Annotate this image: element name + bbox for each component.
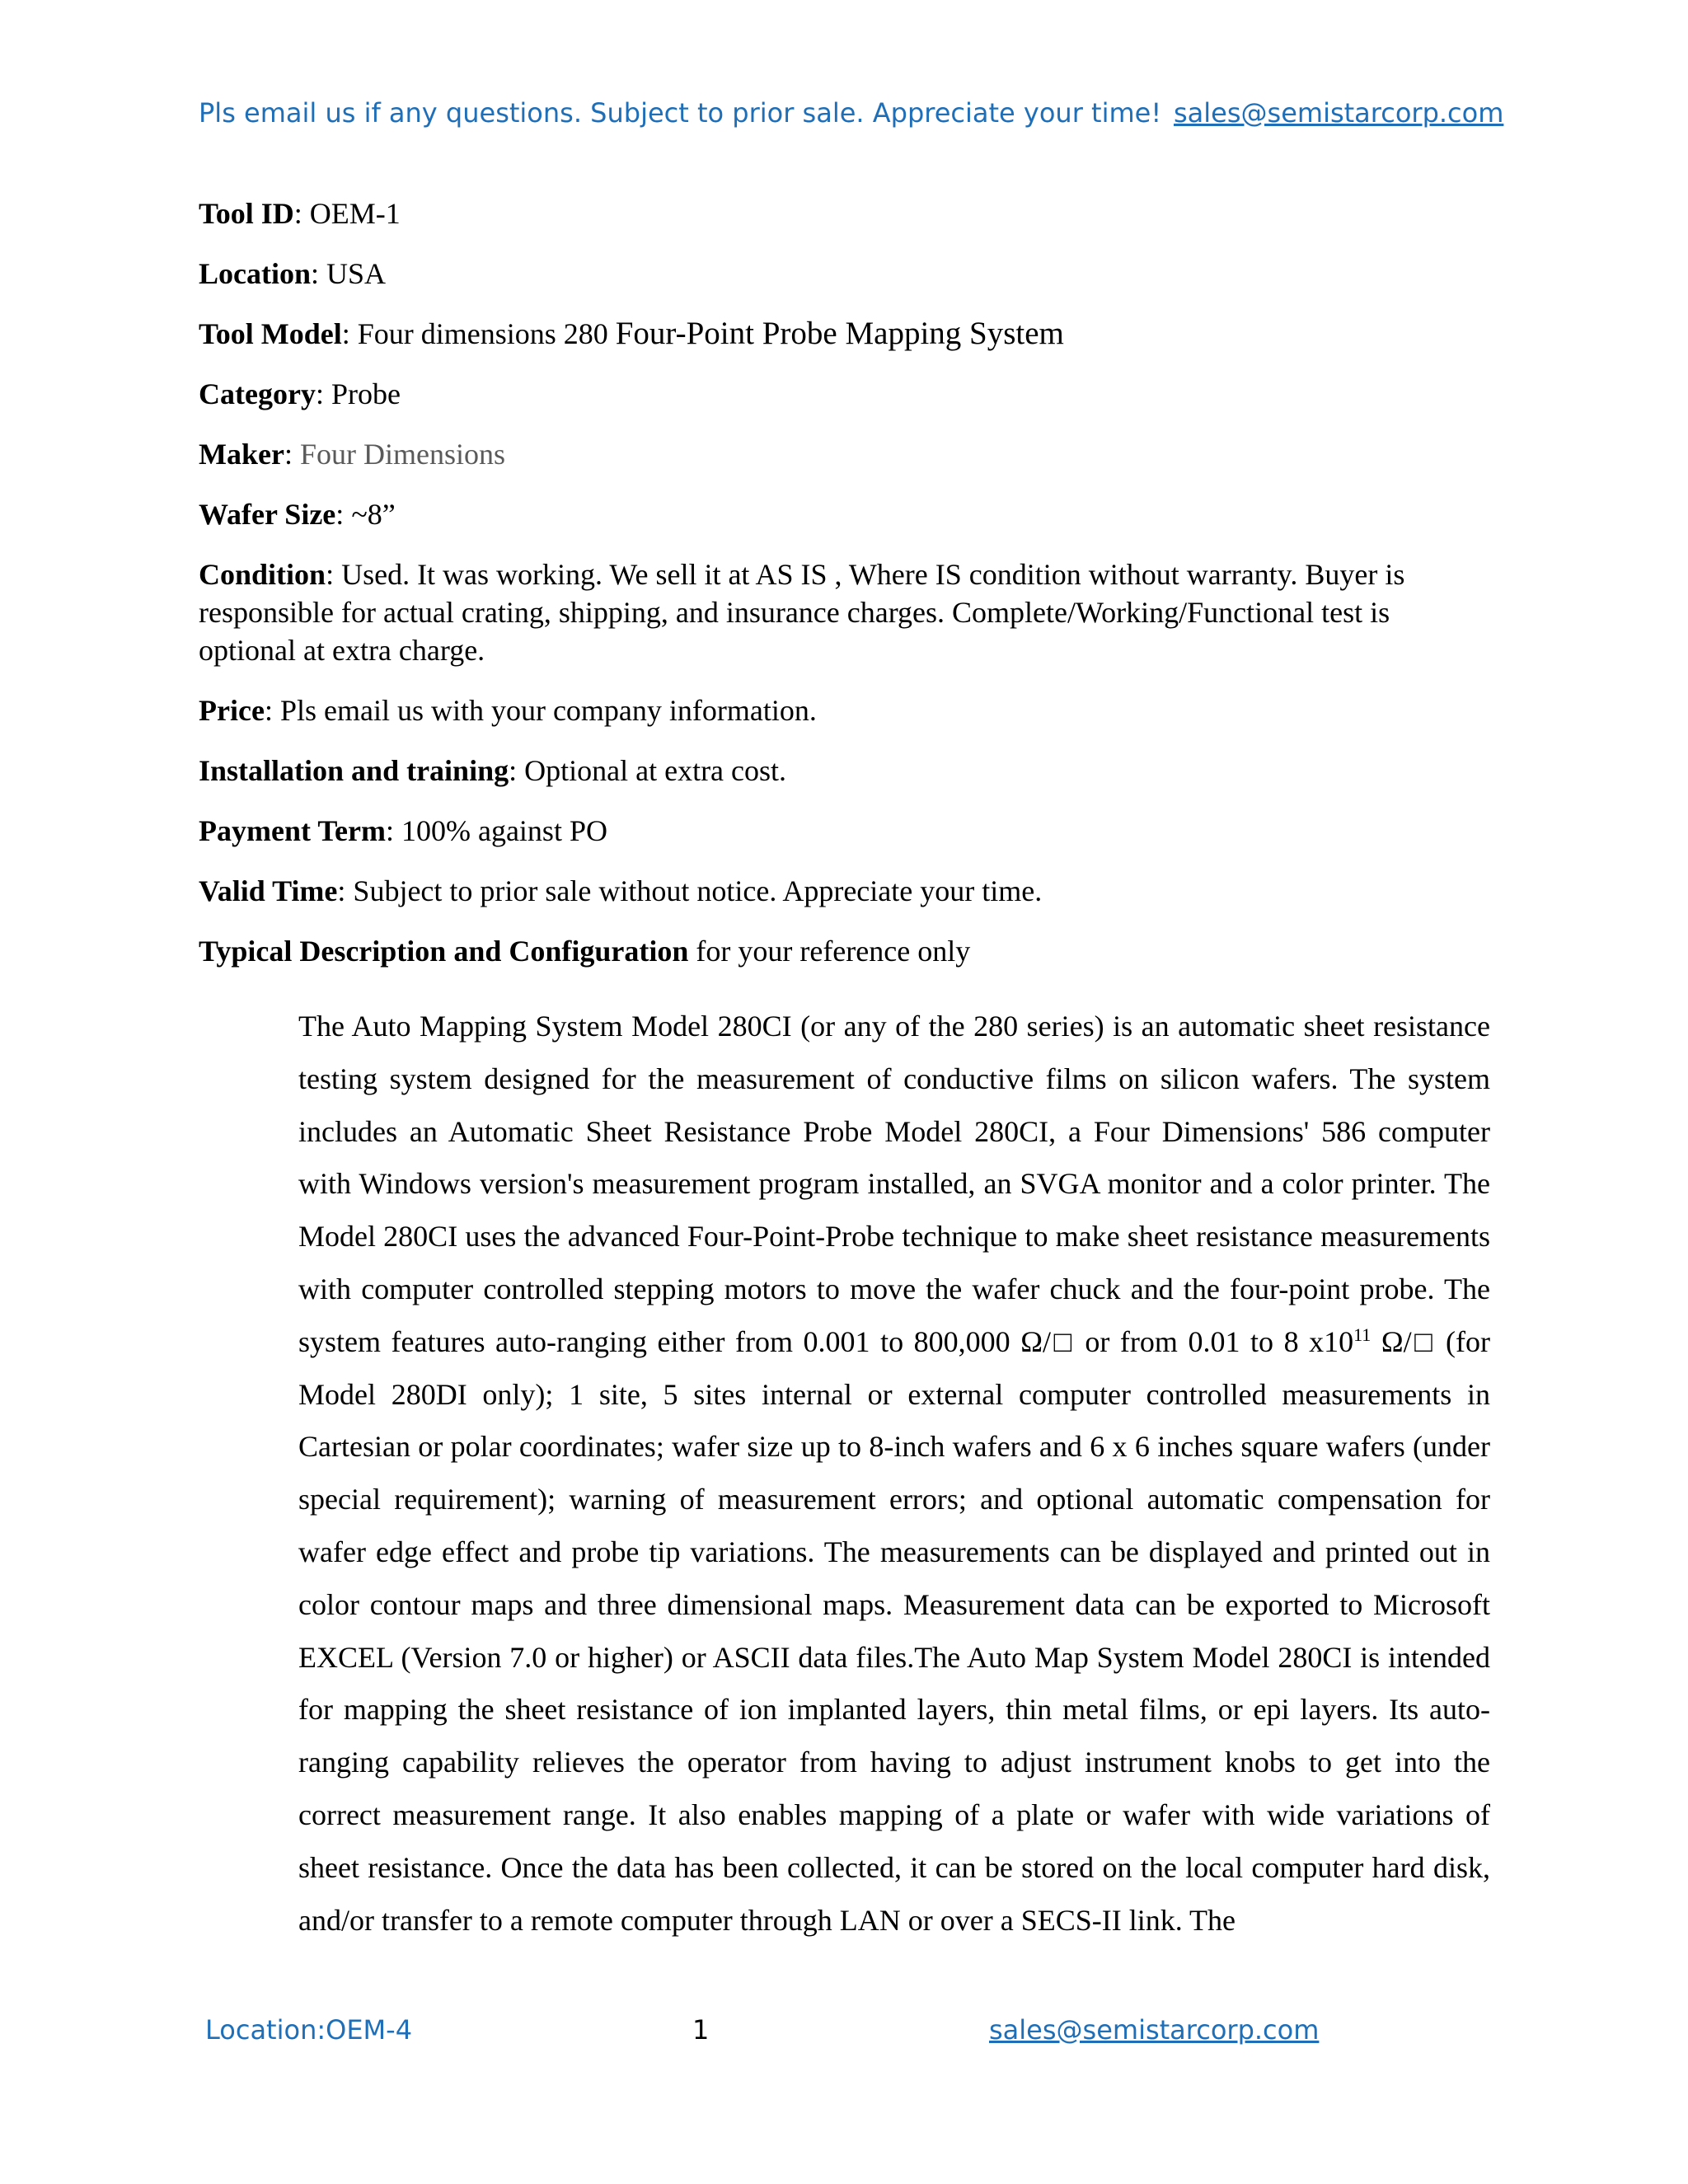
field-value-model-name: Four-Point Probe Mapping System (615, 316, 1064, 351)
field-label: Price (199, 694, 265, 727)
header-note: Pls email us if any questions. Subject to prior sale. Appreciate your time! (199, 97, 1162, 129)
tool-details (199, 194, 1493, 992)
field-label: Installation and training (199, 754, 509, 787)
field-label: Tool ID (199, 197, 294, 230)
field-label: Maker (199, 438, 284, 471)
field-value: Subject to prior sale without notice. Appreciate your time. (353, 874, 1043, 907)
field-value: Four dimensions 280 (357, 317, 616, 350)
field-label: Tool Model (199, 317, 342, 350)
field-tool-id: Tool ID: OEM-1 (199, 197, 401, 230)
field-category: Category: Probe (199, 377, 401, 410)
header-email-link[interactable]: sales@semistarcorp.com (1174, 97, 1504, 129)
field-typical-description (199, 932, 1493, 970)
field-value: Four Dimensions (299, 438, 505, 471)
field-label: Condition (199, 558, 326, 591)
field-valid-time: Valid Time: Subject to prior sale without notice. Appreciate your time. (199, 874, 1043, 907)
field-maker: Maker: Four Dimensions (199, 438, 505, 471)
field-value: ~8” (351, 498, 396, 531)
field-value: for your reference only (696, 935, 971, 968)
description-exponent: 11 (1353, 1324, 1372, 1345)
field-value: Probe (331, 377, 401, 410)
field-value: OEM-1 (309, 197, 401, 230)
field-payment-term: Payment Term: 100% against PO (199, 814, 607, 847)
footer-email-link[interactable]: sales@semistarcorp.com (989, 2014, 1320, 2046)
field-label: Category (199, 377, 316, 410)
description-text-part2: Ω/□ (for Model 280DI only); 1 site, 5 sites internal or external computer controlled measurements in Cartesian or polar coordinates; wafer size up to 8-inch wafers and 6 x 6 inches square wafers (under special requirement); warning of measurement errors; and optional automatic compensation for wafer edge effect and probe tip variations. The measurements can be displayed and printed out in color contour maps and three dimensional maps. Measurement data can be exported to Microsoft EXCEL (Version 7.0 or higher) or ASCII data files.The Auto Map System Model 280CI is intended for mapping the sheet resistance of ion implanted layers, thin metal films, or epi layers. Its auto-ranging capability relieves the operator from having to adjust instrument knobs to get into the correct measurement range. It also enables mapping of a plate or wafer with wide variations of sheet resistance. Once the data has been collected, it can be stored on the local computer hard disk, and/or transfer to a remote computer through LAN or over a SECS-II link. The (298, 1324, 1490, 1937)
field-value: 100% against PO (401, 814, 607, 847)
field-tool-model: Tool Model: Four dimensions 280 Four-Point Probe Mapping System (199, 316, 1064, 351)
footer-page-number: 1 (692, 2014, 710, 2046)
field-wafer-size: Wafer Size: ~8” (199, 498, 396, 531)
field-location: Location: USA (199, 257, 387, 290)
footer-location: Location:OEM-4 (205, 2014, 413, 2046)
field-value: Optional at extra cost. (524, 754, 787, 787)
field-installation: Installation and training: Optional at extra cost. (199, 754, 787, 787)
field-price: Price: Pls email us with your company information. (199, 694, 817, 727)
field-label: Typical Description and Configuration (199, 935, 689, 968)
field-condition: Condition: Used. It was working. We sell it at AS IS , Where IS condition without warranty. Buyer is responsible for actual crating, shipping, and insurance charges. Complete/Working/Functional test is optional at extra charge. (199, 558, 1405, 667)
description-paragraph (298, 1001, 1490, 1947)
field-value: USA (326, 257, 387, 290)
field-label: Payment Term (199, 814, 386, 847)
field-label: Valid Time (199, 874, 338, 907)
field-value: Used. It was working. We sell it at AS IS , Where IS condition without warranty. Buyer is responsible for actual crating, shipping, and insurance charges. Complete/Working/Functional test is optional at extra charge. (199, 558, 1405, 667)
field-value: Pls email us with your company information. (279, 694, 817, 727)
description-text-part1: The Auto Mapping System Model 280CI (or any of the 280 series) is an automatic sheet resistance testing system designed for the measurement of conductive films on silicon wafers. The system includes an Automatic Sheet Resistance Probe Model 280CI, a Four Dimensions' 586 computer with Windows version's measurement program installed, an SVGA monitor and a color printer. The Model 280CI uses the advanced Four-Point-Probe technique to make sheet resistance measurements with computer controlled stepping motors to move the wafer chuck and the four-point probe. The system features auto-ranging either from 0.001 to 800,000 Ω/□ or from 0.01 to 8 x10 (298, 1010, 1490, 1358)
field-label: Wafer Size (199, 498, 336, 531)
field-label: Location (199, 257, 312, 290)
